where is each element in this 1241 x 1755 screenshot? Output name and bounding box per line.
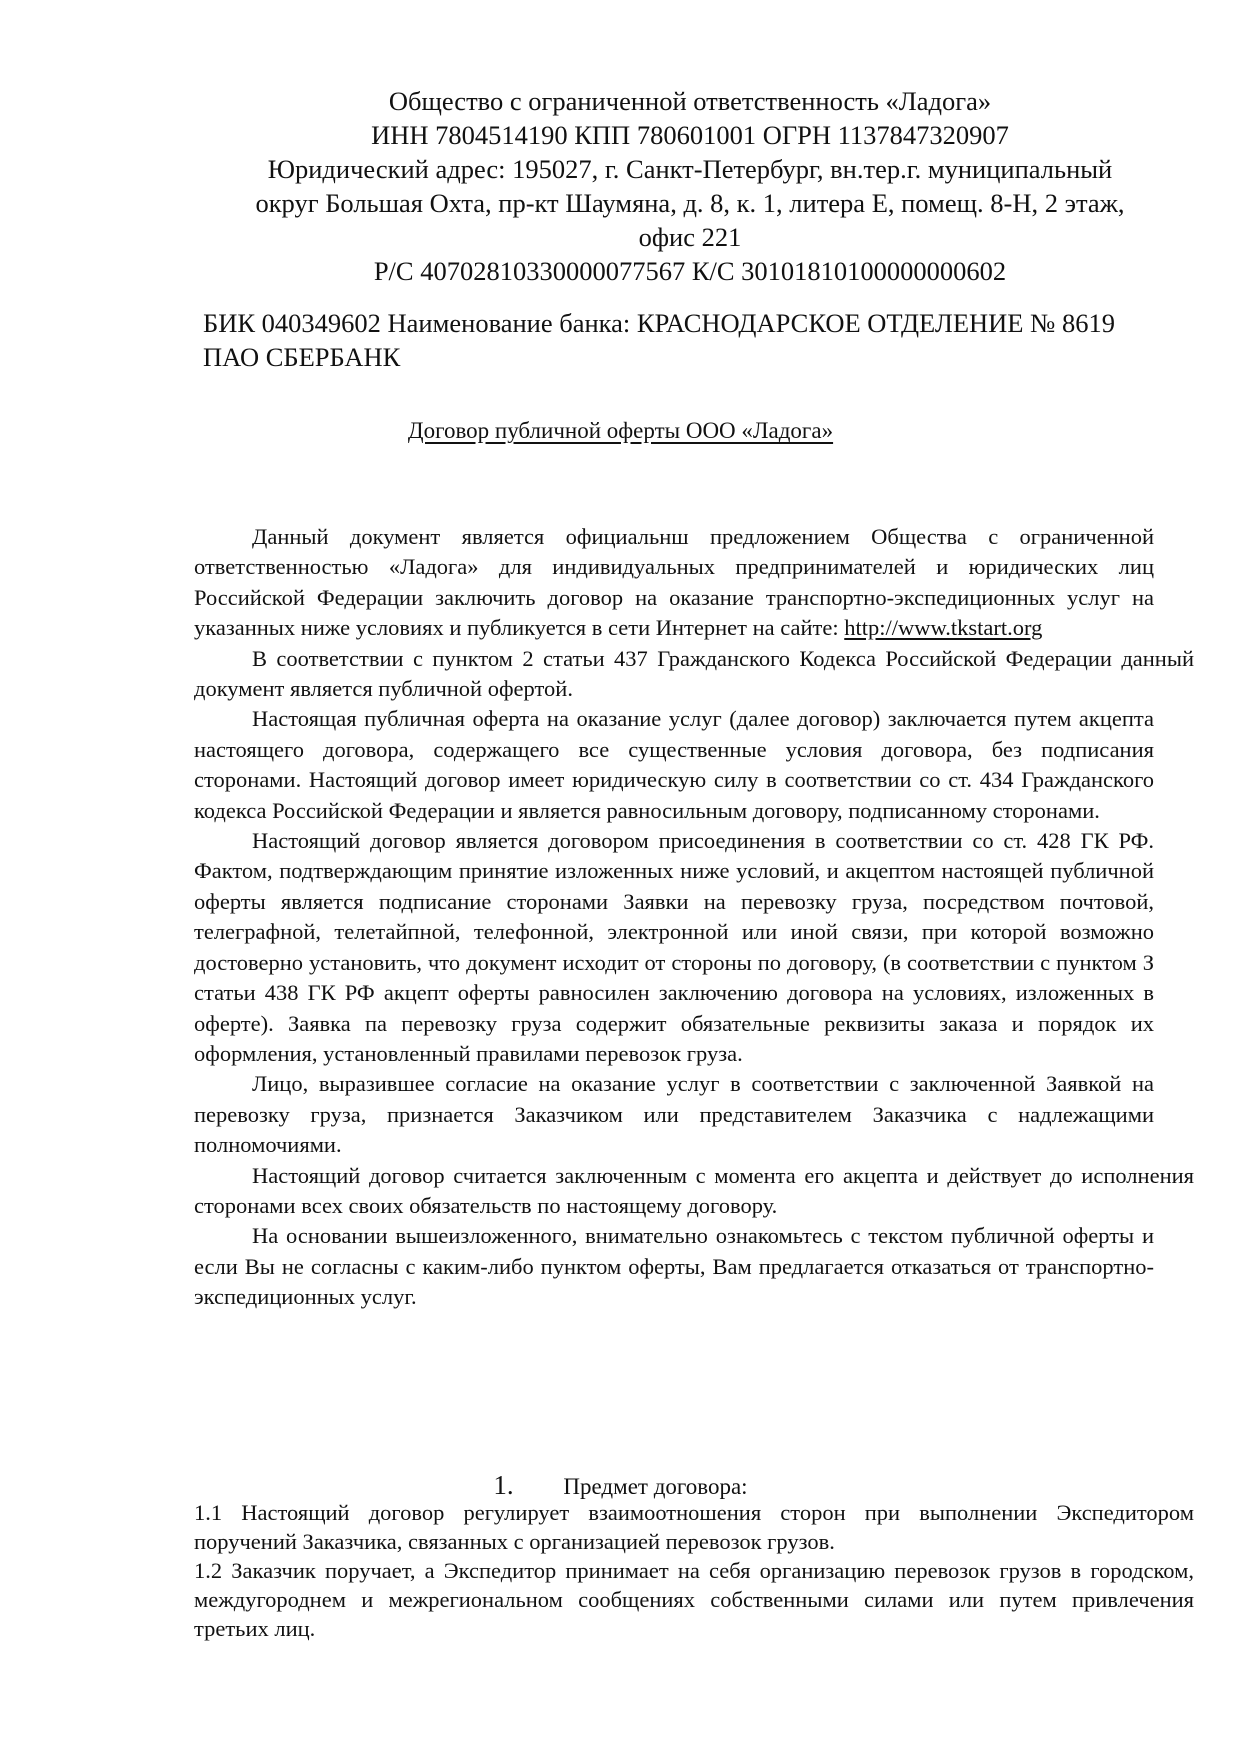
intro-paragraph-4: Настоящий договор является договором присоединения в соответствии со ст. 428 ГК РФ. Фактом, подтверждающим принятие изложенных ниже условий, и акцептом настоящей публичной оферты является подписание сторонами Заявки на перевозку груза, посредством почтовой, телеграфной, телетайпной, телефонной, электронной или иной связи, при которой возможно достоверно установить, что документ исходит от стороны по договору, (в соответствии с пунктом З статьи 438 ГК РФ акцепт оферты равносилен заключению договора на условиях, изложенных в оферте). Заявка па перевозку груза содержит обязательные реквизиты заказа и порядок их оформления, установленный правилами перевозок груза.	[194, 828, 1154, 1066]
company-name: Общество с ограниченной ответственность «Ладога»	[388, 86, 992, 116]
legal-address-line-1: Юридический адрес: 195027, г. Санкт-Петербург, вн.тер.г. муниципальный	[267, 154, 1113, 184]
document-title	[0, 416, 1241, 446]
website-link[interactable]: http://www.tkstart.org	[844, 615, 1043, 641]
section-1-body	[194, 1498, 1194, 1643]
intro-paragraph-3: Настоящая публичная оферта на оказание услуг (далее договор) заключается путем акцепта настоящего договора, содержащего все существенные условия договора, без подписания сторонами. Настоящий договор имеет юридическую силу в соответствии со ст. 434 Гражданского кодекса Российской Федерации и является равносильным договору, подписанному сторонами.	[194, 706, 1154, 823]
section-1-title: Предмет договора:	[563, 1474, 748, 1499]
legal-address-line-3: офис 221	[638, 222, 742, 252]
bank-accounts: Р/С 40702810330000077567 К/С 30101810100000000602	[373, 256, 1007, 286]
section-item-1-1: 1.1 Настоящий договор регулирует взаимоотношения сторон при выполнении Экспедитором поручений Заказчика, связанных с организацией перевозок грузов.	[194, 1500, 1194, 1554]
bank-details: БИК 040349602 Наименование банка: КРАСНОДАРСКОЕ ОТДЕЛЕНИЕ № 8619 ПАО СБЕРБАНК	[203, 308, 1116, 372]
section-item-1-2: 1.2 Заказчик поручает, а Экспедитор принимает на себя организацию перевозок грузов в городском, междугороднем и межрегиональном сообщениях собственными силами или путем привлечения третьих лиц.	[194, 1558, 1194, 1641]
intro-paragraph-5: Лицо, выразившее согласие на оказание услуг в соответствии с заключенной Заявкой на перевозку груза, признается Заказчиком или представителем Заказчика с надлежащими полномочиями.	[194, 1071, 1154, 1158]
document-title-text: Договор публичной оферты ООО «Ладога»	[407, 418, 834, 443]
intro-paragraph-6: Настоящий договор считается заключенным с момента его акцепта и действует до исполнения сторонами всех своих обязательств по настоящему договору.	[194, 1162, 1194, 1218]
legal-address-line-2: округ Большая Охта, пр-кт Шаумяна, д. 8, к. 1, литера Е, помещ. 8-Н, 2 этаж,	[255, 188, 1125, 218]
intro-body	[194, 522, 1194, 1313]
section-1-number: 1.	[493, 1470, 514, 1500]
company-header	[190, 84, 1190, 288]
intro-paragraph-2: В соответствии с пунктом 2 статьи 437 Гражданского Кодекса Российской Федерации данный документ является публичной офертой.	[194, 645, 1194, 702]
company-ids: ИНН 7804514190 КПП 780601001 ОГРН 1137847320907	[371, 120, 1009, 150]
intro-paragraph-1-text: Данный документ является официальнш предложением Общества с ограниченной ответственностью «Ладога» для индивидуальных предпринимателей и юридических лиц Российской Федерации заключить договор на оказание транспортно-экспедиционных услуг на указанных ниже условиях и публикуется в сети Интернет на сайте:	[194, 524, 1154, 641]
intro-paragraph-7: На основании вышеизложенного, внимательно ознакомьтесь с текстом публичной оферты и если Вы не согласны с каким-либо пунктом оферты, Вам предлагается отказаться от транспортно-экспедиционных услуг.	[194, 1223, 1154, 1310]
intro-paragraph-1	[194, 522, 1154, 644]
